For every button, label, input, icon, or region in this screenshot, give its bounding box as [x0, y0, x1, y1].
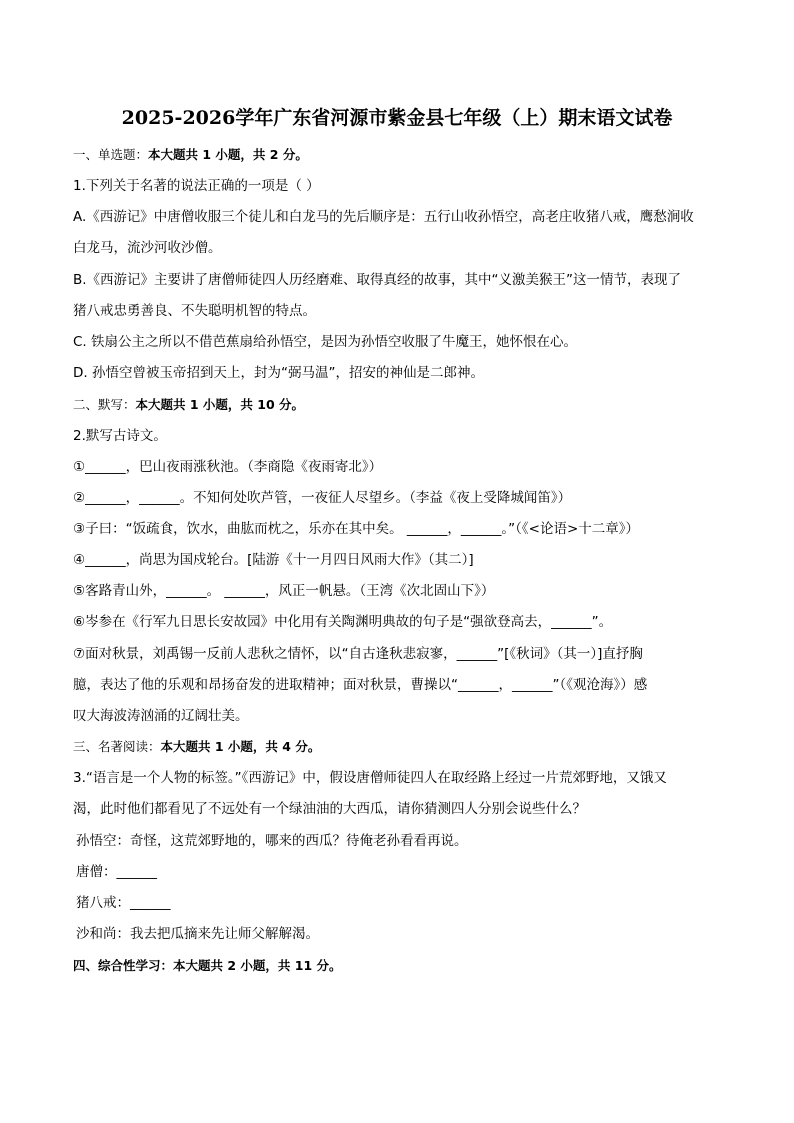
exam-title: 2025-2026学年广东省河源市紫金县七年级（上）期末语文试卷: [121, 107, 673, 129]
q1-option-b-line2: 猪八戒忠勇善良、不失聪明机智的特点。: [73, 303, 316, 319]
q1-stem: 1.下列关于名著的说法正确的一项是（ ）: [73, 178, 320, 194]
q3-tangseng: 唐僧：______: [76, 864, 157, 880]
q2-item-4: ④______，尚思为国戍轮台。[陆游《十一月四日风雨大作》（其二）]: [73, 552, 474, 568]
q3-wukong: 孙悟空：奇怪，这荒郊野地的，哪来的西瓜？待俺老孙看看再说。: [76, 833, 468, 849]
q2-stem: 2.默写古诗文。: [73, 428, 167, 444]
q2-item-2: ②______，______。不知何处吹芦管，一夜征人尽望乡。（李益《夜上受降城闻笛》）: [73, 490, 572, 506]
q1-option-c: C. 铁扇公主之所以不借芭蕉扇给孙悟空，是因为孙悟空收服了牛魔王，她怀恨在心。: [73, 334, 578, 350]
section-4-label: 四、综合性学习：: [73, 958, 174, 973]
q1-option-a-line2: 白龙马，流沙河收沙僧。: [73, 240, 222, 256]
q3-stem-line1: 3.“语言是一个人物的标签。”《西游记》中，假设唐僧师徒四人在取经路上经过一片荒郊野地，又饿又: [73, 770, 667, 786]
q3-bajie: 猪八戒：______: [76, 895, 171, 911]
q1-option-d: D. 孙悟空曾被玉帝招到天上，封为“弼马温”，招安的神仙是二郎神。: [73, 365, 484, 381]
section-1-heading: [73, 146, 733, 164]
section-3-desc: 本大题共 1 小题，共 4 分。: [160, 739, 321, 754]
section-1-desc: 本大题共 1 小题，共 2 分。: [148, 147, 308, 162]
q2-item-7-line2: 臆，表达了他的乐观和昂扬奋发的进取精神；面对秋景，曹操以“______，______”（《观沧海》）感: [73, 677, 648, 693]
q3-shaseng: 沙和尚：我去把瓜摘来先让师父解解渴。: [76, 926, 319, 942]
section-2-heading: [73, 396, 733, 414]
q2-item-5: ⑤客路青山外，______。 ______，风正一帆悬。（王湾《次北固山下》）: [73, 583, 495, 599]
q2-item-1: ①______，巴山夜雨涨秋池。（李商隐《夜雨寄北》）: [73, 459, 383, 475]
section-1-label: 一、单选题：: [73, 147, 149, 162]
q2-item-7-line1: ⑦面对秋景，刘禹锡一反前人悲秋之情怀，以“自古逢秋悲寂寥，______”[《秋词》（其一）]直抒胸: [73, 646, 643, 662]
section-2-label: 二、默写：: [73, 397, 136, 412]
section-2-desc: 本大题共 1 小题，共 10 分。: [135, 397, 305, 412]
q2-item-7-line3: 叹大海波涛汹涌的辽阔壮美。: [73, 708, 249, 724]
section-4-heading: [73, 957, 733, 975]
section-3-heading: [73, 738, 733, 756]
section-4-desc: 本大题共 2 小题，共 11 分。: [173, 958, 342, 973]
q2-item-6: ⑥岑参在《行军九日思长安故园》中化用有关陶渊明典故的句子是“强欲登高去，______”。: [73, 614, 613, 630]
q2-item-3: ③子曰：“饭疏食，饮水，曲肱而枕之，乐亦在其中矣。 ______，______。”（《<论语>十二章》）: [73, 521, 640, 537]
q1-option-b-line1: B.《西游记》主要讲了唐僧师徒四人历经磨难、取得真经的故事，其中“义激美猴王”这一情节，表现了: [73, 272, 682, 288]
q3-stem-line2: 渴，此时他们都看见了不远处有一个绿油油的大西瓜，请你猜测四人分别会说些什么？: [73, 801, 586, 817]
q1-option-a-line1: A.《西游记》中唐僧收服三个徒儿和白龙马的先后顺序是：五行山收孙悟空，高老庄收猪八戒，鹰愁涧收: [73, 209, 694, 225]
section-3-label: 三、名著阅读：: [73, 739, 161, 754]
